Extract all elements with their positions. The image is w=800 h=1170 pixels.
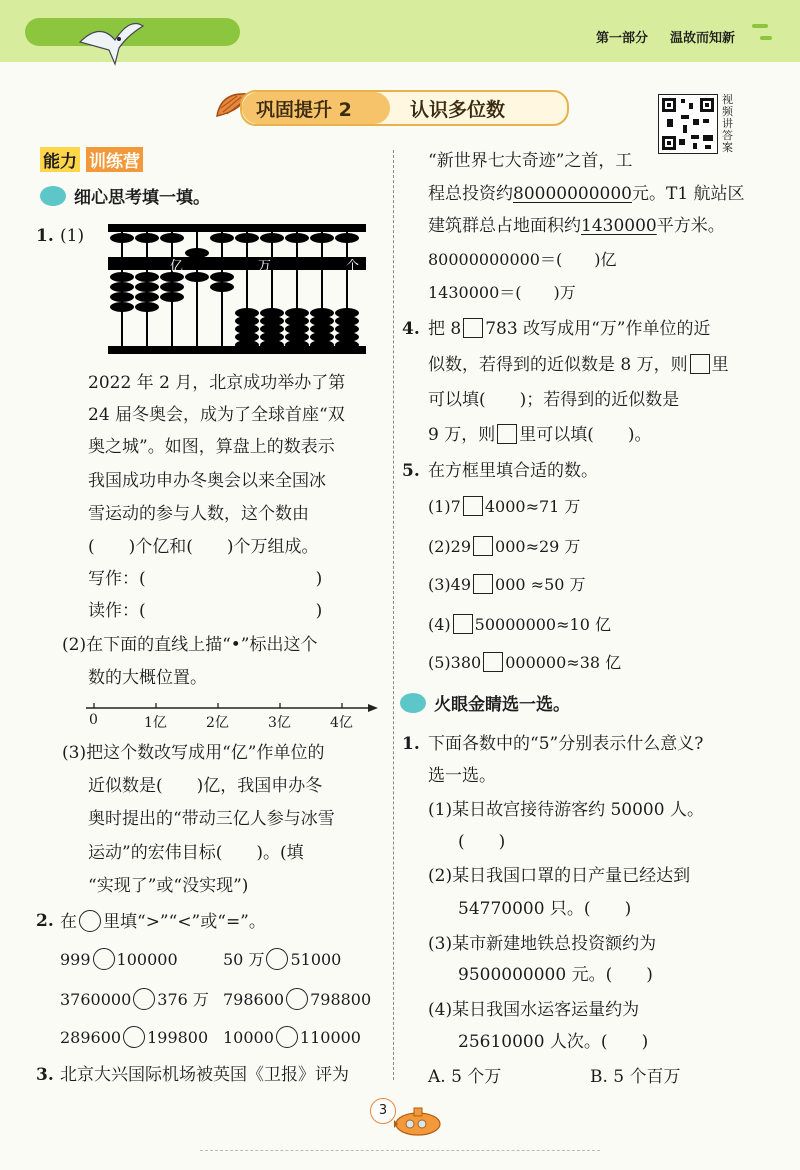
q5-number: 5. xyxy=(402,461,420,481)
q5-row2: (2)29 000≈29 万 xyxy=(428,537,581,556)
q2-circle-6[interactable] xyxy=(276,1026,298,1048)
q3-l2: “新世界七大奇迹”之首，工 xyxy=(428,151,633,171)
q1-p1: 2022 年 2 月，北京成功举办了第 xyxy=(88,373,346,393)
p2q1-number: 1. xyxy=(402,734,420,754)
qr-code[interactable] xyxy=(658,94,718,154)
circle-blank xyxy=(79,910,101,932)
p2q1-c1: (3)某市新建地铁总投资额约为 xyxy=(428,934,657,954)
header-accent xyxy=(752,24,768,28)
q1-s3c: 奥时提出的“带动三亿人参与冰雪 xyxy=(88,809,335,829)
abacus-label-yi: 亿 xyxy=(170,259,184,274)
q1-s3d[interactable]: 运动”的宏伟目标( )。(填 xyxy=(88,843,304,863)
abacus-bead xyxy=(310,340,334,350)
p2q1-t2: 选一选。 xyxy=(428,766,496,786)
p2q1-b2[interactable]: 54770000 只。( ) xyxy=(458,899,632,919)
q5-title: 在方框里填合适的数。 xyxy=(428,461,598,481)
abacus-bead xyxy=(110,302,134,312)
p2q1-b1: (2)某日我国口罩的日产量已经达到 xyxy=(428,866,691,886)
header-accent-2 xyxy=(760,36,772,40)
abacus-bead xyxy=(110,272,134,282)
q4-box-ref1 xyxy=(690,354,710,374)
abacus-label-wan: 万 xyxy=(258,259,272,274)
q3-l6[interactable]: 1430000＝( )万 xyxy=(428,283,576,302)
abacus-bead xyxy=(335,233,359,243)
number-line[interactable] xyxy=(84,700,380,734)
section-2-heading: 火眼金睛选一选。 xyxy=(400,693,570,716)
training-tag-b: 训练营 xyxy=(86,147,143,172)
section-2-badge xyxy=(400,693,426,713)
abacus-label-ge: 个 xyxy=(346,259,360,274)
q1-s3a: (3)把这个数改写成用“亿”作单位的 xyxy=(62,743,325,763)
abacus-bead xyxy=(135,272,159,282)
abacus-bead xyxy=(210,282,234,292)
number-line-tick-1: 1亿 xyxy=(144,715,167,731)
number-line-tick-3: 3亿 xyxy=(268,715,291,731)
abacus-bead xyxy=(135,282,159,292)
q5-row4: (4) 50000000≈10 亿 xyxy=(428,615,611,634)
q2-circle-5[interactable] xyxy=(123,1026,145,1048)
header-part: 第一部分 xyxy=(596,31,649,46)
q1-p5: 雪运动的参与人数，这个数由 xyxy=(88,504,309,524)
q5-row3: (3)49 000 ≈50 万 xyxy=(428,575,586,594)
q4-c[interactable]: 可以填( )；若得到的近似数是 xyxy=(428,390,680,410)
p2q1-a2[interactable]: ( ) xyxy=(458,832,506,852)
q1-p2: 24 届冬奥会，成为了全球首座“双 xyxy=(88,405,345,425)
q3-l3: 程总投资约80000000000元。T1 航站区 xyxy=(428,184,745,204)
abacus-bead xyxy=(235,233,259,243)
q5-box-1[interactable] xyxy=(463,496,483,516)
q1-p3: 奥之城”。如图，算盘上的数表示 xyxy=(88,437,335,457)
abacus-bead xyxy=(185,272,209,282)
q2-circle-3[interactable] xyxy=(133,988,155,1010)
q5-row5: (5)380 000000≈38 亿 xyxy=(428,653,622,672)
q2-circle-1[interactable] xyxy=(93,948,115,970)
abacus-bead xyxy=(210,272,234,282)
abacus-bead xyxy=(285,233,309,243)
q5-box-5[interactable] xyxy=(483,652,503,672)
q4-b: 似数，若得到的近似数是 8 万，则 里 xyxy=(428,355,729,375)
q4-box xyxy=(463,318,483,338)
lesson-topic: 认识多位数 xyxy=(410,99,506,121)
abacus xyxy=(108,224,366,354)
abacus-bead xyxy=(135,233,159,243)
section-1-badge xyxy=(40,186,66,206)
header-theme: 温故而知新 xyxy=(670,31,736,46)
abacus-bead xyxy=(160,292,184,302)
abacus-bead xyxy=(160,282,184,292)
number-line-tick-2: 2亿 xyxy=(206,715,229,731)
q2-row3-left: 289600 199800 xyxy=(60,1028,209,1047)
abacus-bead xyxy=(310,233,334,243)
q3-l1: 北京大兴国际机场被英国《卫报》评为 xyxy=(60,1065,349,1085)
column-divider xyxy=(393,150,394,1080)
number-line-tick-0: 0 xyxy=(89,712,98,728)
abacus-bead xyxy=(260,233,284,243)
p2q1-d2[interactable]: 25610000 人次。( ) xyxy=(458,1032,649,1052)
q3-l4: 建筑群总占地面积约1430000平方米。 xyxy=(428,216,725,236)
page-number: 3 xyxy=(378,1103,388,1118)
abacus-bead xyxy=(135,302,159,312)
q2-title: 在 里填“>”“<”或“=”。 xyxy=(60,912,266,932)
abacus-bead xyxy=(110,292,134,302)
q1-s3e: “实现了”或“没实现”) xyxy=(88,876,249,896)
q5-box-2[interactable] xyxy=(473,536,493,556)
q4-a: 把 8 783 改写成用“万”作单位的近 xyxy=(428,319,711,339)
abacus-bead xyxy=(335,340,359,350)
q1-write[interactable]: 写作：( ) xyxy=(88,569,323,589)
q2-row2-right: 798600 798800 xyxy=(223,990,372,1009)
abacus-bead xyxy=(160,233,184,243)
abacus-bead xyxy=(235,340,259,350)
abacus-bead xyxy=(210,233,234,243)
q1-s2a: (2)在下面的直线上描“•”标出这个 xyxy=(62,635,318,655)
q5-box-4[interactable] xyxy=(453,614,473,634)
abacus-bead xyxy=(285,340,309,350)
p2q1-d1: (4)某日我国水运客运量约为 xyxy=(428,1000,640,1020)
footer-dash-line xyxy=(200,1150,600,1151)
q2-row1-left: 999 100000 xyxy=(60,950,178,969)
number-line-tick-4: 4亿 xyxy=(330,715,353,731)
q2-row3-right: 10000 110000 xyxy=(223,1028,361,1047)
abacus-frame-top xyxy=(108,224,366,232)
q4-d[interactable]: 9 万，则 里可以填( )。 xyxy=(428,425,652,445)
q4-box-ref2 xyxy=(497,424,517,444)
abacus-bead xyxy=(110,233,134,243)
q1-p4: 我国成功申办冬奥会以来全国冰 xyxy=(88,471,326,491)
p2q1-a: (1)某日故宫接待游客约 50000 人。 xyxy=(428,800,704,820)
submarine-icon xyxy=(392,1100,442,1140)
section-1-heading: 细心思考填一填。 xyxy=(40,186,210,209)
p2q1-c2[interactable]: 9500000000 元。( ) xyxy=(458,965,653,985)
lesson-title: 巩固提升 2 xyxy=(256,99,352,121)
abacus-bead xyxy=(135,292,159,302)
q3-number: 3. xyxy=(36,1065,54,1085)
q1-p6[interactable]: ( )个亿和( )个万组成。 xyxy=(88,537,319,557)
bird-icon xyxy=(75,12,145,72)
q5-box-3[interactable] xyxy=(473,574,493,594)
q1-number: 1. xyxy=(36,226,54,246)
abacus-bead xyxy=(110,282,134,292)
p2q1-option-a: A. 5 个万 xyxy=(428,1067,502,1087)
q1-read[interactable]: 读作：( ) xyxy=(88,601,323,621)
p2q1-t1: 下面各数中的“5”分别表示什么意义? xyxy=(428,734,704,754)
q2-row1-right: 50 万 51000 xyxy=(223,950,342,969)
q1-s2b: 数的大概位置。 xyxy=(88,668,207,688)
q5-row1: (1)7 4000≈71 万 xyxy=(428,497,581,516)
q1-s3b[interactable]: 近似数是( )亿，我国申办冬 xyxy=(88,776,323,796)
q2-row2-left: 3760000 376 万 xyxy=(60,990,209,1009)
training-tag-a: 能力 xyxy=(40,147,80,172)
q2-circle-2[interactable] xyxy=(266,948,288,970)
q1-sub1: (1) xyxy=(60,226,85,246)
abacus-bead xyxy=(260,340,284,350)
qr-label: 视频讲答案 xyxy=(722,93,733,154)
q2-circle-4[interactable] xyxy=(286,988,308,1010)
q2-number: 2. xyxy=(36,911,54,931)
p2q1-option-b: B. 5 个百万 xyxy=(590,1067,681,1087)
q4-number: 4. xyxy=(402,319,420,339)
q3-l5[interactable]: 80000000000＝( )亿 xyxy=(428,250,617,269)
